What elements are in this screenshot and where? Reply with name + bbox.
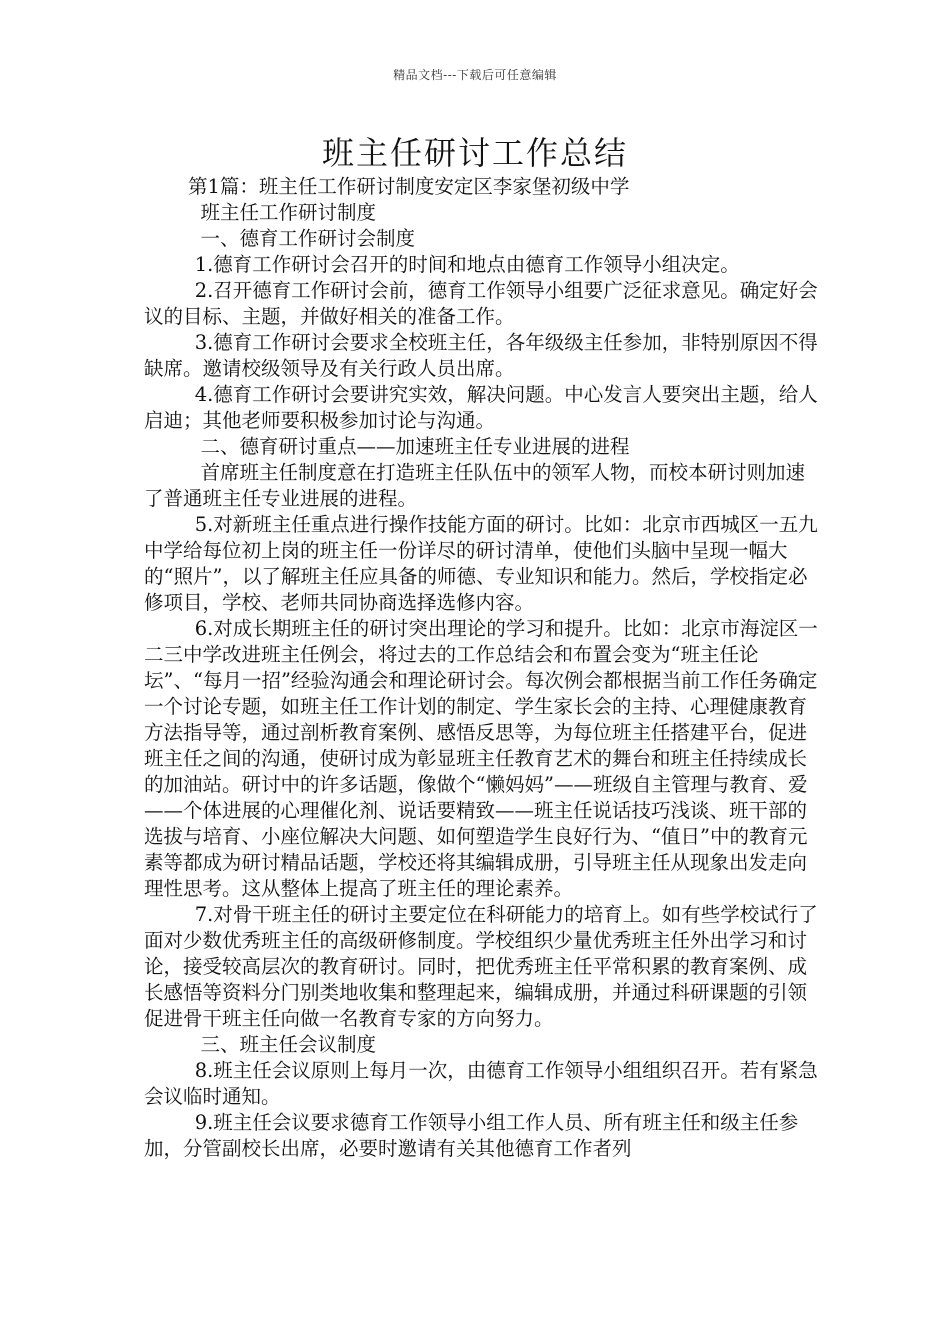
paragraph-item-6: 6.对成长期班主任的研讨突出理论的学习和提升。比如：北京市海淀区一二三中学改进班主任例会，将过去的工作总结会和布置会变为“班主任论坛”、“每月一招”经验沟通会和理论研讨会。每次例会都根据当前工作任务确定一个讨论专题，如班主任工作计划的制定、学生家长会的主持、心理健康教育方法指导等，通过剖析教育案例、感悟反思等，为每位班主任搭建平台，促进班主任之间的沟通，使研讨成为彰显班主任教育艺术的舞台和班主任持续成长的加油站。研讨中的许多话题，像做个“懒妈妈”——班级自主管理与教育、爱——个体进展的心理催化剂、说话要精致——班主任说话技巧浅谈、班干部的选拔与培育、小座位解决大问题、如何塑造学生良好行为、“值日”中的教育元素等都成为研讨精品话题，学校还将其编辑成册，引导班主任从现象出发走向理性思考。这从整体上提高了班主任的理论素养。 — [144, 617, 818, 900]
paragraph-item-4: 4.德育工作研讨会要讲究实效，解决问题。中心发言人要突出主题，给人启迪；其他老师要积极参加讨论与沟通。 — [144, 383, 818, 432]
header-note: 精品文档---下载后可任意编辑 — [393, 68, 557, 82]
paragraph-subtitle: 第1篇：班主任工作研讨制度安定区李家堡初级中学 — [188, 175, 630, 198]
paragraph-item-8: 8.班主任会议原则上每月一次，由德育工作领导小组组织召开。若有紧急会议临时通知。 — [144, 1059, 818, 1108]
paragraph-heading: 班主任工作研讨制度 — [200, 201, 377, 224]
paragraph-item-2: 2.召开德育工作研讨会前，德育工作领导小组要广泛征求意见。确定好会议的目标、主题，并做好相关的准备工作。 — [144, 279, 818, 328]
document-title: 班主任研讨工作总结 — [321, 134, 628, 172]
paragraph-item-9: 9.班主任会议要求德育工作领导小组工作人员、所有班主任和级主任参加，分管副校长出席，必要时邀请有关其他德育工作者列 — [144, 1111, 799, 1160]
paragraph-item-1: 1.德育工作研讨会召开的时间和地点由德育工作领导小组决定。 — [194, 253, 740, 276]
paragraph-item-5: 5.对新班主任重点进行操作技能方面的研讨。比如：北京市西城区一五九中学给每位初上岗的班主任一份详尽的研讨清单，使他们头脑中呈现一幅大的“照片”，以了解班主任应具备的师德、专业知识和能力。然后，学校指定必修项目，学校、老师共同协商选择选修内容。 — [144, 513, 818, 614]
paragraph-item-3: 3.德育工作研讨会要求全校班主任，各年级级主任参加，非特别原因不得缺席。邀请校级领导及有关行政人员出席。 — [144, 331, 818, 380]
section-heading-2: 二、德育研讨重点——加速班主任专业进展的进程 — [200, 435, 630, 458]
document-body — [144, 174, 820, 1162]
section-heading-3: 三、班主任会议制度 — [200, 1033, 377, 1056]
section-heading-1: 一、德育工作研讨会制度 — [200, 227, 416, 250]
paragraph-intro-2: 首席班主任制度意在打造班主任队伍中的领军人物，而校本研讨则加速了普通班主任专业进展的进程。 — [144, 461, 806, 510]
paragraph-item-7: 7.对骨干班主任的研讨主要定位在科研能力的培育上。如有些学校试行了面对少数优秀班主任的高级研修制度。学校组织少量优秀班主任外出学习和讨论，接受较高层次的教育研讨。同时，把优秀班主任平常积累的教育案例、成长感悟等资料分门别类地收集和整理起来，编辑成册，并通过科研课题的引领促进骨干班主任向做一名教育专家的方向努力。 — [144, 903, 818, 1030]
